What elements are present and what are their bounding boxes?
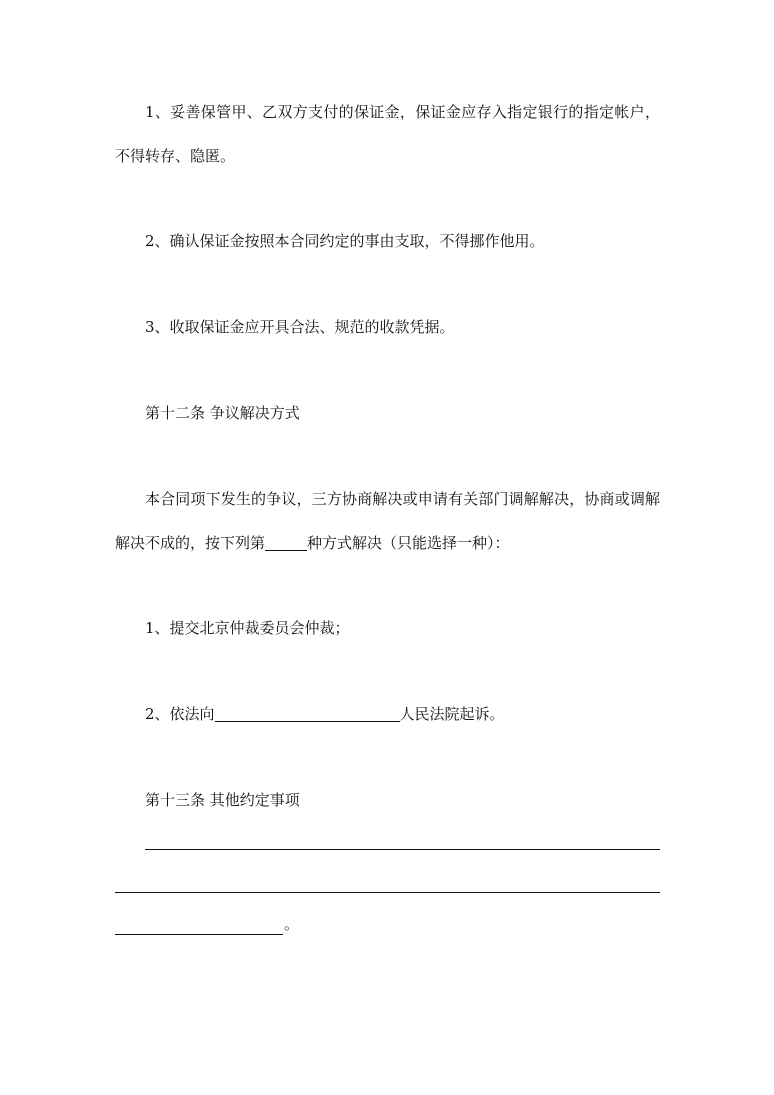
dispute-option-2 (115, 692, 660, 736)
end-period: 。 (284, 915, 300, 933)
article-13-heading: 第十三条 其他约定事项 (145, 791, 300, 809)
option-2-text-after: 人民法院起诉。 (399, 705, 505, 723)
option-2-text-before: 2、依法向 (145, 705, 215, 723)
article-12-heading: 第十二条 争议解决方式 (145, 404, 300, 422)
dispute-option-1: 1、提交北京仲裁委员会仲裁； (145, 619, 350, 637)
method-number-blank[interactable] (265, 534, 307, 551)
other-terms-blank-line-2[interactable] (115, 892, 660, 893)
clause-item-2: 2、确认保证金按照本合同约定的事由支取，不得挪作他用。 (145, 232, 545, 250)
other-terms-blank-line-3[interactable] (115, 934, 283, 935)
court-name-blank[interactable] (215, 705, 400, 722)
clause-item-3: 3、收取保证金应开具合法、规范的收款凭据。 (145, 318, 455, 336)
other-terms-blank-line-1[interactable] (145, 849, 660, 850)
dispute-text-before: 本合同项下发生的争议，三方协商解决或申请有关部门调解解决，协商或调解解决不成的，按下列第 (115, 490, 660, 552)
clause-item-1: 1、妥善保管甲、乙双方支付的保证金，保证金应存入指定银行的指定帐户，不得转存、隐匿。 (115, 103, 660, 165)
dispute-text-after: 种方式解决（只能选择一种）： (307, 534, 510, 552)
dispute-paragraph (115, 477, 660, 565)
